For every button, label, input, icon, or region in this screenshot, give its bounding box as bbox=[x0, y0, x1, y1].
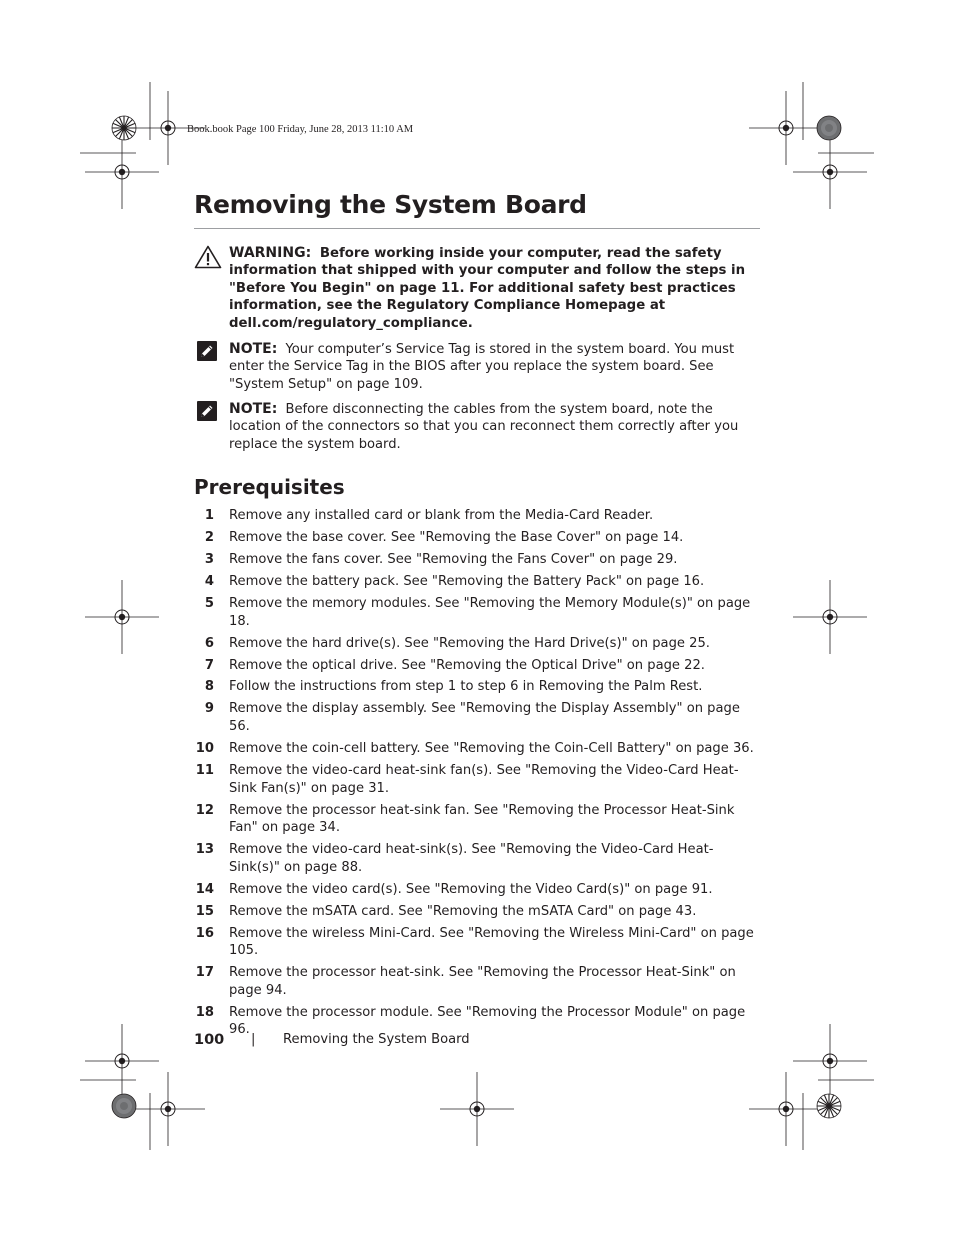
step-text: Remove the video-card heat-sink fan(s). See "Removing the Video-Card Heat-Sink Fan(s)" on page 31. bbox=[229, 763, 739, 796]
note-label: NOTE: bbox=[229, 341, 278, 357]
step-number: 3 bbox=[204, 551, 214, 567]
step-number: 4 bbox=[204, 573, 214, 589]
step-text: Remove the video-card heat-sink(s). See "Removing the Video-Card Heat-Sink(s)" on page 88. bbox=[229, 842, 714, 875]
step-text: Remove the battery pack. See "Removing the Battery Pack" on page 16. bbox=[229, 573, 705, 589]
crosshair-icon bbox=[793, 135, 867, 209]
step-number: 17 bbox=[195, 965, 214, 981]
note-text: Your computer’s Service Tag is stored in the system board. You must enter the Service Tag in the BIOS after you replace the system board. See "System Setup" on page 109. bbox=[229, 342, 735, 392]
step-text: Remove the base cover. See "Removing the Base Cover" on page 14. bbox=[229, 529, 684, 545]
step-number: 10 bbox=[195, 741, 214, 757]
crosshair-icon bbox=[793, 1024, 867, 1098]
list-item bbox=[194, 802, 760, 837]
note-text: Before disconnecting the cables from the system board, note the location of the connectors so that you can reconnect them correctly after you replace the system board. bbox=[229, 402, 739, 452]
warning-triangle-icon bbox=[194, 245, 222, 273]
list-item bbox=[194, 700, 760, 735]
gray-disc-icon bbox=[112, 1094, 136, 1118]
page-title: Removing the System Board bbox=[194, 190, 587, 219]
list-item bbox=[194, 1004, 760, 1039]
step-number: 12 bbox=[195, 802, 214, 818]
crosshair-icon bbox=[85, 580, 159, 654]
step-number: 1 bbox=[204, 508, 214, 523]
list-item bbox=[194, 964, 760, 999]
footer-separator: | bbox=[251, 1032, 256, 1047]
list-item bbox=[194, 925, 760, 960]
crosshair-icon bbox=[749, 91, 823, 165]
step-text: Remove the mSATA card. See "Removing the mSATA Card" on page 43. bbox=[229, 903, 697, 919]
list-item bbox=[194, 507, 760, 525]
list-item bbox=[194, 678, 760, 696]
step-text: Remove the processor module. See "Removing the Processor Module" on page 96. bbox=[229, 1004, 746, 1038]
step-number: 15 bbox=[195, 903, 214, 919]
list-item bbox=[194, 529, 760, 547]
crosshair-icon bbox=[793, 580, 867, 654]
step-text: Remove the video card(s). See "Removing the Video Card(s)" on page 91. bbox=[229, 881, 713, 897]
crosshair-icon bbox=[85, 135, 159, 209]
list-item bbox=[194, 740, 760, 758]
step-text: Remove the fans cover. See "Removing the Fans Cover" on page 29. bbox=[229, 551, 678, 567]
note-pencil-icon bbox=[197, 401, 217, 425]
list-item bbox=[194, 841, 760, 876]
step-text: Remove the optical drive. See "Removing the Optical Drive" on page 22. bbox=[229, 657, 705, 673]
crosshair-icon bbox=[440, 1072, 514, 1146]
list-item bbox=[194, 595, 760, 630]
step-number: 9 bbox=[204, 701, 214, 717]
warning-label: WARNING: bbox=[229, 245, 312, 261]
step-text: Remove the coin-cell battery. See "Removing the Coin-Cell Battery" on page 36. bbox=[229, 741, 754, 757]
list-item bbox=[194, 881, 760, 899]
star-target-icon bbox=[817, 1094, 841, 1118]
step-text: Remove any installed card or blank from the Media-Card Reader. bbox=[229, 508, 654, 523]
step-text: Remove the display assembly. See "Removing the Display Assembly" on page 56. bbox=[229, 701, 740, 735]
step-text: Remove the memory modules. See "Removing the Memory Module(s)" on page 18. bbox=[229, 595, 751, 629]
step-text: Remove the wireless Mini-Card. See "Removing the Wireless Mini-Card" on page 105. bbox=[229, 925, 754, 959]
prerequisites-heading: Prerequisites bbox=[194, 475, 345, 499]
step-text: Remove the processor heat-sink. See "Removing the Processor Heat-Sink" on page 94. bbox=[229, 965, 736, 998]
step-number: 7 bbox=[204, 657, 214, 673]
footer-section-title: Removing the System Board bbox=[283, 1032, 470, 1047]
step-text: Remove the processor heat-sink fan. See "Removing the Processor Heat-Sink Fan" on page 34. bbox=[229, 802, 735, 836]
crosshair-icon bbox=[749, 1072, 823, 1146]
title-divider bbox=[194, 228, 760, 229]
warning-text: Before working inside your computer, read the safety information that shipped with your computer and follow the steps in "Before You Begin" on page 11. For additional safety best practices information, see the Regulatory Compliance Homepage at dell.com/regulatory_compliance. bbox=[229, 246, 746, 331]
crosshair-icon bbox=[85, 1024, 159, 1098]
step-number: 11 bbox=[195, 763, 214, 779]
step-text: Follow the instructions from step 1 to step 6 in Removing the Palm Rest. bbox=[229, 679, 703, 695]
list-item bbox=[194, 657, 760, 675]
gray-disc-icon bbox=[817, 116, 841, 140]
step-number: 14 bbox=[195, 881, 214, 897]
list-item bbox=[194, 635, 760, 653]
step-number: 16 bbox=[195, 925, 214, 941]
list-item bbox=[194, 551, 760, 569]
note-callout bbox=[194, 341, 760, 393]
step-number: 13 bbox=[195, 842, 214, 858]
note-pencil-icon bbox=[197, 341, 217, 365]
list-item bbox=[194, 573, 760, 591]
list-item bbox=[194, 762, 760, 797]
step-number: 18 bbox=[195, 1004, 214, 1020]
note-callout bbox=[194, 401, 760, 453]
note-label: NOTE: bbox=[229, 401, 278, 417]
footer-page-number: 100 bbox=[194, 1032, 225, 1048]
step-number: 2 bbox=[204, 529, 214, 545]
star-target-icon bbox=[112, 116, 136, 140]
prerequisites-list bbox=[194, 507, 760, 1043]
step-number: 6 bbox=[204, 635, 214, 651]
warning-callout bbox=[194, 245, 760, 332]
step-number: 5 bbox=[204, 595, 214, 611]
print-header-line: Book.book Page 100 Friday, June 28, 2013 11:10 AM bbox=[187, 124, 414, 135]
crosshair-icon bbox=[131, 1072, 205, 1146]
step-text: Remove the hard drive(s). See "Removing the Hard Drive(s)" on page 25. bbox=[229, 635, 710, 651]
list-item bbox=[194, 903, 760, 921]
step-number: 8 bbox=[204, 679, 214, 695]
